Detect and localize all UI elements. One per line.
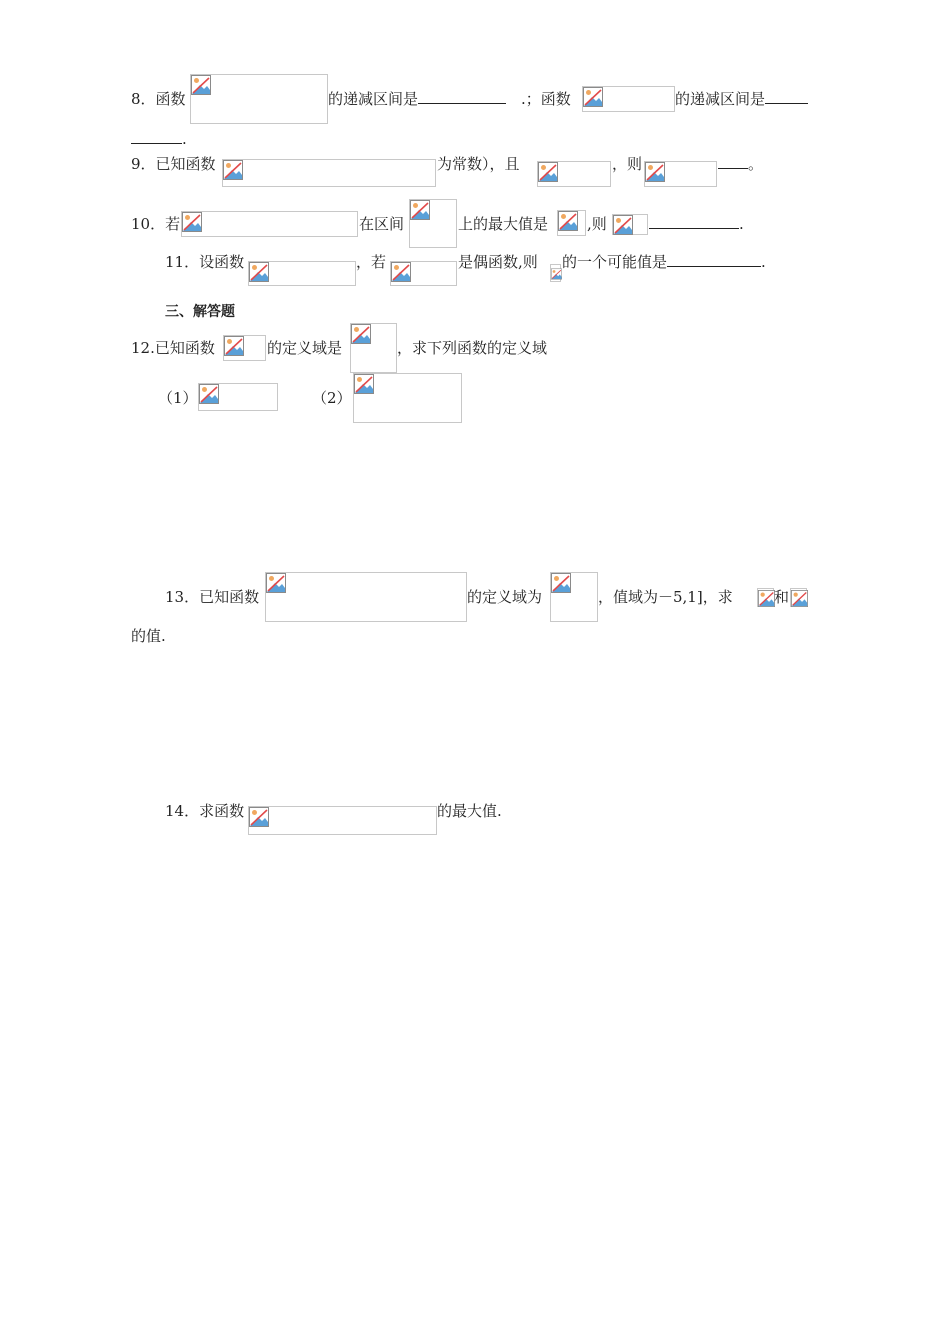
q12-formula-image-3 bbox=[198, 383, 278, 411]
q10-formula-image-3 bbox=[557, 210, 586, 236]
q8-answer-blank-1[interactable] bbox=[418, 89, 506, 104]
broken-image-icon bbox=[558, 211, 578, 231]
broken-image-icon bbox=[391, 262, 411, 282]
q10-formula-image-2 bbox=[409, 199, 457, 248]
q9-formula-image-3 bbox=[644, 161, 717, 187]
q10-text-2: 在区间 bbox=[359, 215, 405, 233]
q9-text-4: 。 bbox=[718, 154, 763, 174]
q9-formula-image-1 bbox=[222, 159, 436, 187]
broken-image-icon bbox=[182, 212, 202, 232]
q11-answer-blank[interactable] bbox=[667, 252, 761, 267]
q11-text-3: 是偶函数,则 bbox=[458, 253, 538, 271]
broken-image-icon bbox=[191, 75, 211, 95]
q12-formula-image-2 bbox=[350, 323, 397, 373]
broken-image-icon bbox=[199, 384, 219, 404]
broken-image-icon bbox=[249, 807, 269, 827]
q12-formula-image-4 bbox=[353, 373, 462, 423]
q10-formula-image-4 bbox=[612, 214, 648, 235]
q10-text-3: 上的最大值是 bbox=[458, 215, 549, 233]
q13-text-4: 和 bbox=[774, 588, 790, 606]
broken-image-icon bbox=[223, 160, 243, 180]
q11-text-1: 11．设函数 bbox=[165, 253, 245, 271]
q12-text-3: ，求下列函数的定义域 bbox=[397, 339, 548, 357]
q8-text-4: 的递减区间是 bbox=[675, 89, 808, 109]
q8-formula-image-1 bbox=[190, 74, 328, 124]
broken-image-icon bbox=[758, 589, 775, 608]
q12-subquestion-1-label: （1） bbox=[158, 389, 198, 407]
broken-image-icon bbox=[583, 87, 603, 107]
q10-formula-image-1 bbox=[181, 211, 358, 237]
broken-image-icon bbox=[613, 215, 633, 235]
broken-image-icon bbox=[266, 573, 286, 593]
q12-text-1: 12.已知函数 bbox=[131, 339, 215, 357]
q13-formula-image-3 bbox=[757, 588, 774, 607]
broken-image-icon bbox=[224, 336, 244, 356]
q11-formula-image-2 bbox=[390, 261, 457, 286]
q11-text-4: 的一个可能值是 . bbox=[562, 253, 766, 271]
q14-text-1: 14．求函数 bbox=[165, 802, 245, 820]
q13-formula-image-4 bbox=[790, 588, 807, 607]
q8-formula-image-2 bbox=[582, 86, 675, 112]
q13-text-5: 的值. bbox=[131, 627, 166, 645]
q12-text-2: 的定义域是 bbox=[267, 339, 343, 357]
broken-image-icon bbox=[354, 374, 374, 394]
q9-text-1: 9．已知函数 bbox=[131, 155, 216, 173]
broken-image-icon bbox=[551, 573, 571, 593]
broken-image-icon bbox=[410, 200, 430, 220]
q8-text-3: .；函数 bbox=[521, 90, 571, 108]
broken-image-icon bbox=[351, 324, 371, 344]
broken-image-icon bbox=[645, 162, 665, 182]
q13-text-1: 13．已知函数 bbox=[165, 588, 260, 606]
broken-image-icon bbox=[538, 162, 558, 182]
q10-text-5: . bbox=[649, 214, 744, 234]
section-heading: 三、解答题 bbox=[165, 304, 235, 320]
q13-text-2: 的定义域为 bbox=[467, 588, 543, 606]
broken-image-icon bbox=[249, 262, 269, 282]
q8-text-1: 8．函数 bbox=[131, 90, 186, 108]
broken-image-icon bbox=[791, 589, 808, 608]
q10-text-4: ,则 bbox=[587, 215, 607, 233]
q13-formula-image-1 bbox=[265, 572, 467, 622]
q13-formula-image-2 bbox=[550, 572, 598, 622]
q11-text-2: ，若 bbox=[356, 253, 387, 271]
q14-text-2: 的最大值. bbox=[437, 802, 502, 820]
q12-formula-image-1 bbox=[223, 335, 266, 361]
q13-text-3: ，值域为－5,1]，求 bbox=[598, 588, 733, 606]
broken-image-icon bbox=[551, 265, 562, 283]
q8-answer-blank-2-cont[interactable] bbox=[131, 129, 182, 144]
q8-text-2: 的递减区间是 bbox=[328, 89, 506, 109]
q14-formula-image-1 bbox=[248, 806, 437, 835]
q8-answer-blank-2[interactable] bbox=[765, 89, 808, 104]
q9-text-3: ，则 bbox=[612, 155, 643, 173]
q12-subquestion-2-label: （2） bbox=[312, 389, 352, 407]
q10-answer-blank[interactable] bbox=[649, 214, 739, 229]
q9-answer-blank[interactable] bbox=[718, 154, 748, 169]
q9-text-2: 为常数），且 bbox=[437, 155, 520, 173]
q9-formula-image-2 bbox=[537, 161, 611, 187]
q11-formula-image-1 bbox=[248, 261, 356, 286]
q11-formula-image-3 bbox=[550, 264, 561, 282]
q10-text-1: 10．若 bbox=[131, 215, 181, 233]
q8-text-5: . bbox=[131, 129, 187, 149]
